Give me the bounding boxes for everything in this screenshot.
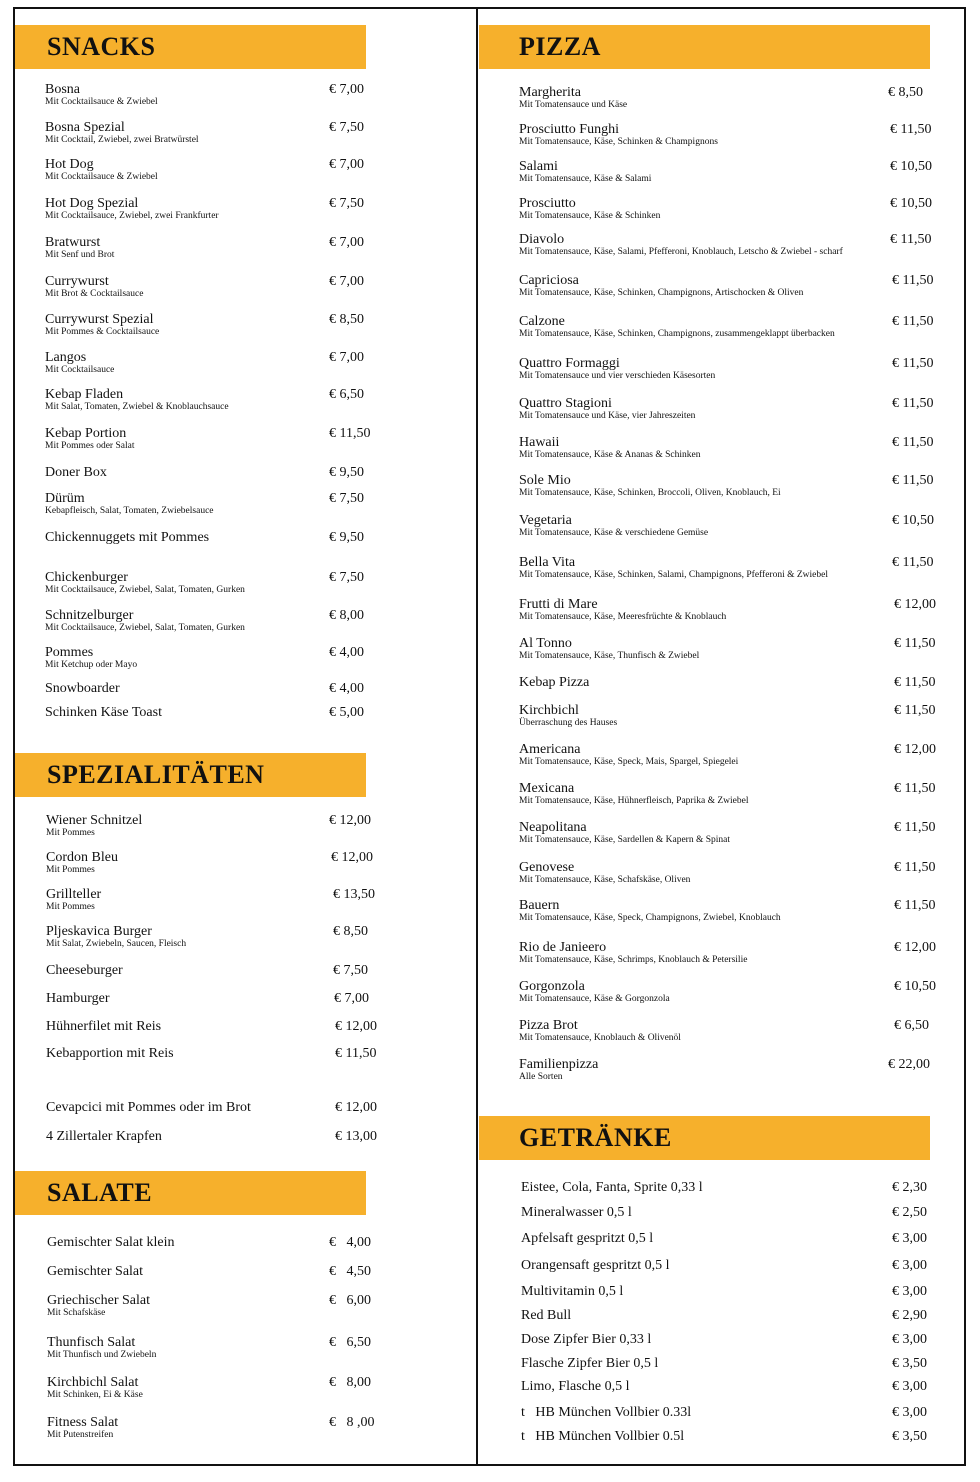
item-price: € 3,00 [892,1405,927,1420]
item-name: Dürüm [45,491,85,506]
item-price: € 12,00 [894,742,936,757]
item-name: Calzone [519,314,565,329]
item-name: Thunfisch Salat [47,1335,136,1350]
item-name: Americana [519,742,581,757]
item-description: Mit Tomatensauce, Käse, Speck, Mais, Spargel, Spiegelei [519,757,739,767]
getraenke-header [479,1116,930,1160]
item-description: Mit Tomatensauce, Knoblauch & Olivenöl [519,1033,681,1043]
item-price: € 2,30 [892,1180,927,1195]
item-description: Mit Ketchup oder Mayo [45,660,138,670]
item-description: Mit Tomatensauce, Käse, Hühnerfleisch, Paprika & Zwiebel [519,796,749,806]
item-name: Red Bull [521,1308,572,1323]
getraenke-title: GETRÄNKE [519,1123,672,1152]
item-price: € 7,00 [329,157,364,172]
item-price: € 10,50 [894,979,936,994]
item-name: Currywurst [45,274,109,289]
item-price: € 22,00 [888,1057,930,1072]
item-price: € 13,50 [333,887,375,902]
item-name: Bosna Spezial [45,120,125,135]
item-name: Mineralwasser 0,5 l [521,1205,632,1220]
item-price: € 11,50 [894,860,936,875]
item-description: Mit Tomatensauce und Käse, vier Jahreszeiten [519,411,696,421]
item-price: € 7,00 [329,82,364,97]
item-price: € 7,00 [329,350,364,365]
item-name: Kebap Fladen [45,387,124,402]
item-name: Prosciutto [519,196,576,211]
item-price: € 3,00 [892,1332,927,1347]
item-price: € 5,00 [329,705,364,720]
item-name: Kirchbichl [519,703,579,718]
pizza-title: PIZZA [519,32,601,61]
item-name: Wiener Schnitzel [46,813,143,828]
item-name: Hot Dog Spezial [45,196,139,211]
item-price: € 11,50 [892,396,934,411]
column-divider [476,7,478,1466]
item-name: Bauern [519,898,560,913]
item-description: Mit Tomatensauce und vier verschieden Käsesorten [519,371,716,381]
item-price: € 11,50 [894,703,936,718]
item-price: € 8,00 [329,1375,371,1390]
item-description: Mit Tomatensauce, Käse, Speck, Champignons, Zwiebel, Knoblauch [519,913,781,923]
item-name: Orangensaft gespritzt 0,5 l [521,1258,670,1273]
item-price: € 6,50 [329,1335,371,1350]
item-price: € 6,50 [894,1018,929,1033]
item-price: € 8 ,00 [329,1415,375,1430]
item-price: € 11,50 [335,1046,377,1061]
item-price: € 12,00 [331,850,373,865]
item-description: Mit Tomatensauce, Käse & Salami [519,174,652,184]
item-name: Genovese [519,860,575,875]
item-description: Mit Tomatensauce, Käse, Schinken, Champignons, Artischocken & Oliven [519,288,804,298]
item-name: Limo, Flasche 0,5 l [521,1379,630,1394]
item-description: Mit Schafskäse [47,1308,106,1318]
item-price: € 11,50 [892,273,934,288]
item-name: Pizza Brot [519,1018,578,1033]
item-description: Mit Cocktail, Zwiebel, zwei Bratwürstel [45,135,199,145]
item-name: Bosna [45,82,80,97]
item-name: Flasche Zipfer Bier 0,5 l [521,1356,659,1371]
item-name: Pommes [45,645,94,660]
item-price: € 2,90 [892,1308,927,1323]
item-description: Mit Tomatensauce, Käse, Schinken & Champignons [519,137,718,147]
item-price: € 11,50 [894,820,936,835]
item-name: Currywurst Spezial [45,312,154,327]
item-price: € 7,50 [329,196,364,211]
item-name: Hot Dog [45,157,94,172]
item-description: Mit Cocktailsauce & Zwiebel [45,97,158,107]
item-price: € 3,00 [892,1231,927,1246]
item-price: € 11,50 [892,555,934,570]
item-description: Mit Brot & Cocktailsauce [45,289,144,299]
item-name: Neapolitana [519,820,587,835]
item-name: Cevapcici mit Pommes oder im Brot [46,1100,251,1115]
item-price: € 8,00 [329,608,364,623]
item-price: € 6,00 [329,1293,371,1308]
item-name: Pljeskavica Burger [46,924,152,939]
item-description: Mit Pommes oder Salat [45,441,135,451]
item-price: € 10,50 [892,513,934,528]
item-name: Schnitzelburger [45,608,134,623]
item-price: € 4,00 [329,681,364,696]
item-price: € 3,00 [892,1379,927,1394]
item-price: € 11,50 [892,356,934,371]
item-price: € 2,50 [892,1205,927,1220]
item-description: Mit Tomatensauce, Käse & Ananas & Schinken [519,450,701,460]
item-name: Snowboarder [45,681,120,696]
item-description: Mit Cocktailsauce, Zwiebel, zwei Frankfurter [45,211,219,221]
item-name: Hawaii [519,435,560,450]
item-description: Mit Tomatensauce, Käse, Schinken, Champignons, zusammengeklappt überbacken [519,329,835,339]
item-description: Mit Salat, Tomaten, Zwiebel & Knoblauchsauce [45,402,229,412]
item-name: Kebap Pizza [519,675,590,690]
item-name: t HB München Vollbier 0.33l [521,1405,692,1420]
item-price: € 11,50 [890,232,932,247]
item-name: Vegetaria [519,513,572,528]
item-price: € 7,50 [333,963,368,978]
item-name: Bella Vita [519,555,576,570]
item-description: Mit Tomatensauce, Käse & verschiedene Gemüse [519,528,709,538]
item-name: Familienpizza [519,1057,599,1072]
item-description: Mit Tomatensauce, Käse, Schinken, Broccoli, Oliven, Knoblauch, Ei [519,488,781,498]
item-price: € 4,00 [329,645,364,660]
item-name: Kirchbichl Salat [47,1375,139,1390]
item-description: Mit Tomatensauce, Käse, Schrimps, Knoblauch & Petersilie [519,955,748,965]
item-price: € 11,50 [892,314,934,329]
item-price: € 11,50 [892,473,934,488]
item-name: t HB München Vollbier 0.5l [521,1429,685,1444]
item-name: Al Tonno [519,636,572,651]
item-name: 4 Zillertaler Krapfen [46,1129,162,1144]
item-name: Doner Box [45,465,107,480]
item-description: Alle Sorten [519,1072,563,1082]
item-name: Cheeseburger [46,963,123,978]
item-price: € 3,50 [892,1429,927,1444]
item-description: Mit Tomatensauce, Käse, Salami, Pfefferoni, Knoblauch, Letscho & Zwiebel - scharf [519,247,843,257]
item-name: Kebapportion mit Reis [46,1046,174,1061]
item-description: Mit Putenstreifen [47,1430,114,1440]
item-name: Hühnerfilet mit Reis [46,1019,162,1034]
item-price: € 9,50 [329,530,364,545]
item-price: € 11,50 [894,898,936,913]
item-name: Mexicana [519,781,575,796]
item-price: € 4,50 [329,1264,371,1279]
item-name: Capriciosa [519,273,579,288]
item-name: Fitness Salat [47,1415,119,1430]
item-name: Sole Mio [519,473,571,488]
item-description: Mit Tomatensauce, Käse, Schinken, Salami, Champignons, Pfefferoni & Zwiebel [519,570,828,580]
item-price: € 6,50 [329,387,364,402]
item-name: Frutti di Mare [519,597,598,612]
item-description: Mit Schinken, Ei & Käse [47,1390,143,1400]
item-name: Eistee, Cola, Fanta, Sprite 0,33 l [521,1180,703,1195]
item-name: Quattro Formaggi [519,356,620,371]
item-price: € 7,50 [329,570,364,585]
snacks-header [15,25,366,69]
item-description: Überraschung des Hauses [519,718,618,728]
item-name: Langos [45,350,87,365]
item-description: Mit Cocktailsauce, Zwiebel, Salat, Tomaten, Gurken [45,585,245,595]
item-name: Bratwurst [45,235,101,250]
item-name: Griechischer Salat [47,1293,151,1308]
item-name: Chickenburger [45,570,128,585]
item-price: € 11,50 [890,122,932,137]
item-price: € 12,00 [329,813,371,828]
item-name: Gorgonzola [519,979,585,994]
item-name: Quattro Stagioni [519,396,612,411]
item-description: Kebapfleisch, Salat, Tomaten, Zwiebelsauce [45,506,214,516]
item-description: Mit Pommes [46,865,95,875]
spezialitaeten-title: SPEZIALITÄTEN [47,760,265,789]
item-price: € 8,50 [888,85,923,100]
item-price: € 4,00 [329,1235,371,1250]
item-price: € 3,50 [892,1356,927,1371]
item-price: € 3,00 [892,1284,927,1299]
item-price: € 13,00 [335,1129,377,1144]
item-description: Mit Tomatensauce, Käse & Gorgonzola [519,994,670,1004]
item-price: € 12,00 [335,1019,377,1034]
salate-header [15,1171,366,1215]
salate-title: SALATE [47,1178,153,1207]
item-name: Grillteller [46,887,102,902]
item-price: € 9,50 [329,465,364,480]
item-name: Salami [519,159,558,174]
item-description: Mit Tomatensauce, Käse, Schafskäse, Oliven [519,875,691,885]
item-price: € 11,50 [894,636,936,651]
item-name: Prosciutto Funghi [519,122,619,137]
item-name: Gemischter Salat klein [47,1235,175,1250]
item-name: Gemischter Salat [47,1264,144,1279]
item-price: € 11,50 [329,426,371,441]
item-name: Hamburger [46,991,110,1006]
item-description: Mit Pommes [46,828,95,838]
item-price: € 7,00 [334,991,369,1006]
item-name: Dose Zipfer Bier 0,33 l [521,1332,652,1347]
item-price: € 7,50 [329,120,364,135]
item-price: € 8,50 [329,312,364,327]
item-description: Mit Tomatensauce, Käse & Schinken [519,211,661,221]
snacks-title: SNACKS [47,32,156,61]
item-description: Mit Cocktailsauce, Zwiebel, Salat, Tomaten, Gurken [45,623,245,633]
spezialitaeten-header [15,753,366,797]
item-name: Chickennuggets mit Pommes [45,530,210,545]
item-description: Mit Tomatensauce, Käse, Meeresfrüchte & Knoblauch [519,612,727,622]
item-name: Kebap Portion [45,426,127,441]
item-price: € 12,00 [894,597,936,612]
item-description: Mit Tomatensauce, Käse, Sardellen & Kapern & Spinat [519,835,731,845]
item-price: € 11,50 [894,781,936,796]
item-description: Mit Tomatensauce, Käse, Thunfisch & Zwiebel [519,651,700,661]
item-price: € 11,50 [892,435,934,450]
item-description: Mit Thunfisch und Zwiebeln [47,1350,157,1360]
item-description: Mit Pommes [46,902,95,912]
item-name: Cordon Bleu [46,850,118,865]
item-name: Multivitamin 0,5 l [521,1284,624,1299]
item-price: € 10,50 [890,159,932,174]
pizza-header [479,25,930,69]
item-price: € 12,00 [335,1100,377,1115]
item-description: Mit Tomatensauce und Käse [519,100,628,110]
item-name: Apfelsaft gespritzt 0,5 l [521,1231,654,1246]
item-name: Schinken Käse Toast [45,705,162,720]
item-name: Diavolo [519,232,565,247]
item-price: € 7,50 [329,491,364,506]
item-name: Rio de Janieero [519,940,607,955]
item-name: Margherita [519,85,581,100]
item-price: € 7,00 [329,274,364,289]
item-description: Mit Cocktailsauce [45,365,115,375]
item-description: Mit Salat, Zwiebeln, Saucen, Fleisch [46,939,187,949]
item-description: Mit Pommes & Cocktailsauce [45,327,160,337]
item-price: € 8,50 [333,924,368,939]
item-description: Mit Senf und Brot [45,250,115,260]
item-price: € 11,50 [894,675,936,690]
item-description: Mit Cocktailsauce & Zwiebel [45,172,158,182]
item-price: € 10,50 [890,196,932,211]
item-price: € 12,00 [894,940,936,955]
item-price: € 3,00 [892,1258,927,1273]
item-price: € 7,00 [329,235,364,250]
